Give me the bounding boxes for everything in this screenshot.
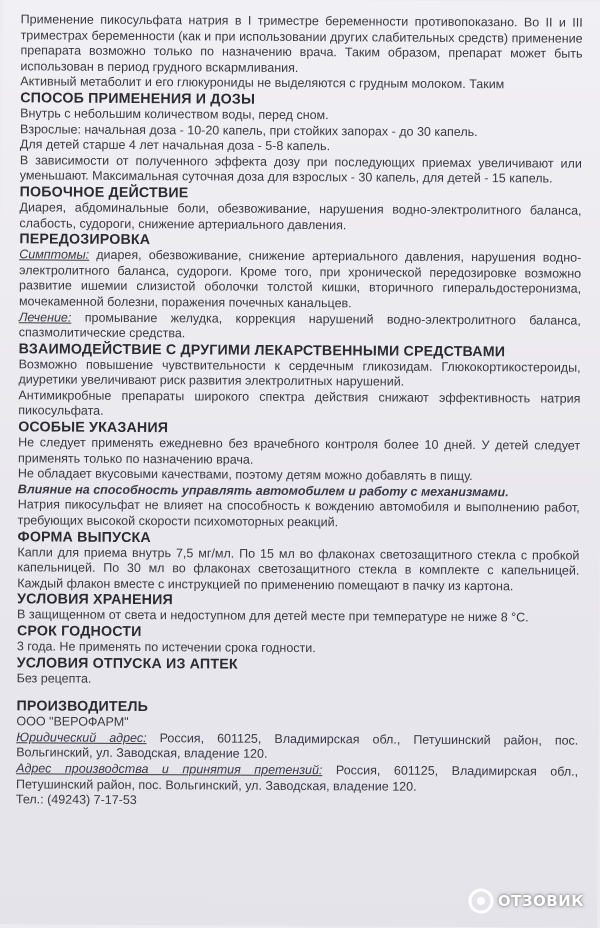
paragraph-text: Возможно повышение чувствительности к сердечным гликозидам. Глюкокортикостероиды, диуретики увеличивают риск развития электролитных нарушений. xyxy=(18,356,581,389)
paragraph-text: Без рецепта. xyxy=(16,670,92,686)
paragraph-text: Диарея, абдоминальные боли, обезвоживание, нарушения водно-электролитного баланса, слабость, судороги, снижение артериального давления. xyxy=(19,200,582,232)
leaflet-text xyxy=(16,12,583,811)
paragraph-text: В зависимости от полученного эффекта дозу при последующих приемах увеличивают или уменьшают. Максимальная суточная доза для взрослых - 30 капель, для детей - 15 капель. xyxy=(19,153,582,186)
paragraph-text: Капли для приема внутрь 7,5 мг/мл. По 15 мл во флаконах светозащитного стекла с пробкой капельницей. По 30 мл во флаконах светозащитного стекла в комплекте с капельницей. Каждый флакон вместе с инструкцией по применению помещают в пачку из картона. xyxy=(17,544,580,594)
paragraph xyxy=(19,247,581,313)
paragraph-text: ООО "ВЕРОФАРМ" xyxy=(16,714,129,730)
paragraph-text: ПЕРЕДОЗИРОВКА xyxy=(19,231,151,249)
paragraph-text: ФОРМА ВЫПУСКА xyxy=(17,528,151,546)
paragraph-text: СРОК ГОДНОСТИ xyxy=(16,623,142,641)
paragraph-text: ПРОИЗВОДИТЕЛЬ xyxy=(16,698,149,716)
paragraph-text: Не следует применять ежедневно без врачебного контроля более 10 дней. У детей следует применять только по назначению врача. xyxy=(17,435,581,467)
paragraph-text: Активный метаболит и его глюкурониды не выделяются с грудным молоком. Таким xyxy=(20,74,505,92)
paragraph-text: Влияние на способность управлять автомобилем и работу с механизмами. xyxy=(17,482,509,500)
paragraph-text: Россия, 601125, Владимирская обл., Петушинский район, пос. Вольгинский, ул. Заводская, владение 120. xyxy=(15,763,579,794)
paragraph xyxy=(16,730,578,765)
paragraph xyxy=(17,545,579,595)
paragraph-label: Симптомы: xyxy=(19,247,90,262)
section-heading xyxy=(17,655,579,674)
paragraph-text: Не обладает вкусовыми качествами, поэтому детям можно добавлять в пищу. xyxy=(17,466,473,484)
paragraph xyxy=(18,357,580,392)
paragraph xyxy=(18,388,580,423)
paragraph-label: Юридический адрес: xyxy=(16,730,147,745)
watermark-text: ОТЗОВИК xyxy=(497,892,584,910)
paragraph-text: ОСОБЫЕ УКАЗАНИЯ xyxy=(18,419,169,437)
paragraph-label: Лечение: xyxy=(18,309,72,325)
otzovik-watermark xyxy=(468,888,584,914)
paragraph-text: УСЛОВИЯ ОТПУСКА ИЗ АПТЕК xyxy=(16,654,238,673)
paragraph-text: 3 года. Не применять по истечении срока годности. xyxy=(16,639,316,656)
paragraph-text: ВЗАИМОДЕЙСТВИЕ С ДРУГИМИ ЛЕКАРСТВЕННЫМИ СРЕДСТВАМИ xyxy=(18,340,506,360)
paragraph-text: Взрослые: начальная доза - 10-20 капель, при стойких запорах - до 30 капель. xyxy=(19,121,478,139)
paragraph-text: Внутрь с небольшим количеством воды, перед сном. xyxy=(20,106,329,123)
paragraph-text: Антимикробные препараты широкого спектра действия снижают эффективность натрия пикосульфата. xyxy=(18,388,581,419)
paragraph-text: СПОСОБ ПРИМЕНЕНИЯ И ДОЗЫ xyxy=(20,90,256,108)
paragraph-text: Для детей старше 4 лет начальная доза - 5-8 капель. xyxy=(19,137,331,154)
paragraph-text: В защищенном от света и недоступном для детей месте при температуре не ниже 8 °С. xyxy=(17,607,529,625)
paragraph-text: Применение пикосульфата натрия в I триместре беременности противопоказано. Во II и III триместрах беременности (как и при использовании других слабительных средств) применение препарата возможно только по назначению врача. Таким образом, препарат может быть использован в период грудного вскармливания. xyxy=(20,12,583,75)
paragraph-text: УСЛОВИЯ ХРАНЕНИЯ xyxy=(17,591,173,609)
paragraph xyxy=(19,200,581,235)
paragraph-text: Натрия пикосульфат не влияет на способность к вождению автомобиля и выполнению работ, требующих высокой скорости психомоторных реакций. xyxy=(17,497,580,530)
otzovik-logo-icon xyxy=(468,888,494,914)
paragraph-text: Тел.: (49243) 7-17-53 xyxy=(15,792,137,808)
paragraph xyxy=(20,153,582,188)
paragraph xyxy=(16,761,578,796)
paragraph-text: диарея, обезвоживание, снижение артериального давления, нарушения водно-электролитного баланса, судороги. Кроме того, при хронической передозировке возможно развитие ишемии слизистой оболочки толстой кишки, вторичного гиперальдостеронизма, мочекаменной болезни, поражения почечных канальцев. xyxy=(18,247,582,311)
paragraph xyxy=(16,792,578,811)
paragraph-text: ПОБОЧНОЕ ДЕЙСТВИЕ xyxy=(19,184,189,202)
paragraph xyxy=(19,310,581,345)
paragraph xyxy=(18,498,580,533)
paragraph-text: промывание желудка, коррекция нарушений водно-электролитного баланса, спазмолитические средства. xyxy=(18,310,581,341)
paragraph-text: Россия, 601125, Владимирская обл., Петушинский район, пос. Вольгинский, ул. Заводская, владение 120. xyxy=(16,730,579,762)
paragraph xyxy=(20,12,582,78)
paragraph xyxy=(18,435,580,470)
paragraph-label: Адрес производства и принятия претензий: xyxy=(16,761,323,778)
